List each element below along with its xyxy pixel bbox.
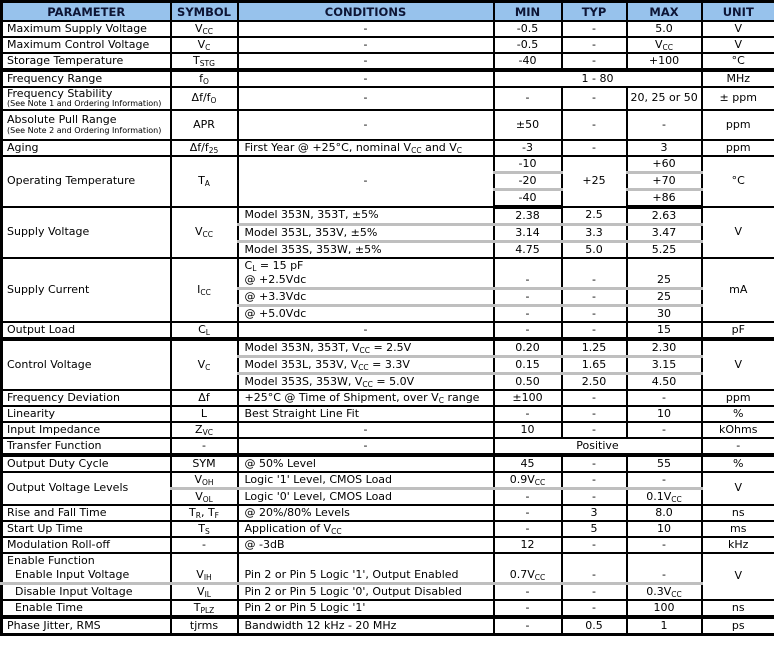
cell-unit: ppm [702,110,774,140]
cell-max: 15 [627,322,702,339]
table-row [2,617,774,635]
cell-min: -10 [494,156,562,173]
cell-cond: Bandwidth 12 kHz - 20 MHz [238,617,494,635]
cell-unit: °C [702,156,774,207]
cell-min: 10 [494,422,562,438]
cell-cond: Logic '1' Level, CMOS Load [238,472,494,489]
cell-min: 3.14 [494,224,562,241]
table-row [2,110,774,140]
spec-table-body [2,21,774,634]
cell-typ: - [562,273,627,289]
cell-typ: - [562,87,627,110]
cell-min: 0.50 [494,373,562,390]
cell-typ: - [562,390,627,406]
cell-max: 3 [627,140,702,156]
table-row [2,53,774,70]
column-header-typ: TYP [562,2,627,22]
cell-param: Storage Temperature [2,53,171,70]
cell-cond: - [238,422,494,438]
cell-min: -0.5 [494,21,562,37]
table-row [2,422,774,438]
cell-cond: Best Straight Line Fit [238,406,494,422]
cell-cond: - [238,37,494,53]
cell-typ: - [562,110,627,140]
table-row [2,553,774,568]
cell-typ: - [562,422,627,438]
cell-cond: @ +3.3Vdc [238,288,494,305]
cell-unit: V [702,472,774,505]
cell-cond: Model 353S, 353W, $V_{CC} = 5.0V$ [238,373,494,390]
cell-symbol: - [171,537,238,553]
cell-cond: - [238,110,494,140]
cell-param: Phase Jitter, RMS [2,617,171,635]
cell-max: 1 [627,617,702,635]
cell-min: 12 [494,537,562,553]
cell-typ: - [562,455,627,472]
column-header-conditions: CONDITIONS [238,2,494,22]
cell-unit: mA [702,258,774,322]
cell-min: - [494,583,562,600]
cell-min: -40 [494,189,562,207]
cell-max: +86 [627,189,702,207]
cell-min: 1 - 80 [494,70,702,87]
cell-max: 4.50 [627,373,702,390]
cell-param: Aging [2,140,171,156]
cell-max: 25 [627,273,702,289]
cell-unit: MHz [702,70,774,87]
cell-typ: +25 [562,156,627,207]
cell-cond: Model 353N, 353T, ±5% [238,207,494,225]
cell-cond: - [238,53,494,70]
table-row [2,472,774,489]
cell-typ: 3.3 [562,224,627,241]
cell-min: - [494,322,562,339]
cell-symbol: $T_{STG}$ [171,53,238,70]
cell-min: - [494,505,562,521]
cell-min: - [494,406,562,422]
cell-cond: Application of $V_{CC}$ [238,521,494,537]
cell-typ: 2.5 [562,207,627,225]
cell-cond: - [238,322,494,339]
cell-symbol: $V_{IL}$ [171,583,238,600]
cell-cond: Pin 2 or Pin 5 Logic '1' [238,600,494,617]
cell-symbol: APR [171,110,238,140]
cell-symbol: - [171,438,238,455]
cell-symbol: $T_S$ [171,521,238,537]
cell-symbol: $V_C$ [171,339,238,390]
table-row [2,322,774,339]
cell-unit: ppm [702,390,774,406]
cell-typ: - [562,21,627,37]
cell-typ: - [562,488,627,505]
cell-min: - [494,521,562,537]
cell-max: 2.30 [627,339,702,357]
cell-min: - [494,288,562,305]
cell-max: $0.1V_{CC}$ [627,488,702,505]
cell-typ: - [562,305,627,322]
cell-typ: 1.25 [562,339,627,357]
cell-typ: - [562,600,627,617]
cell-param: Modulation Roll-off [2,537,171,553]
cell-param: Supply Voltage [2,207,171,258]
cell-typ: 0.5 [562,617,627,635]
cell-param: Start Up Time [2,521,171,537]
cell-max: - [627,472,702,489]
cell-cond: Model 353L, 353V, $V_{CC} = 3.3V$ [238,356,494,373]
cell-param: Enable Function [2,553,171,568]
cell-min: -0.5 [494,37,562,53]
cell-min: - [494,273,562,289]
cell-param: Maximum Control Voltage [2,37,171,53]
cell-cond: Model 353L, 353V, ±5% [238,224,494,241]
cell-min: ±100 [494,390,562,406]
table-row [2,87,774,110]
cell-param: Control Voltage [2,339,171,390]
cell-max [627,553,702,568]
cell-param: Output Duty Cycle [2,455,171,472]
table-row [2,207,774,225]
table-row [2,406,774,422]
cell-unit: V [702,339,774,390]
cell-unit: ns [702,505,774,521]
cell-min: - [494,488,562,505]
cell-typ: - [562,406,627,422]
cell-max: 10 [627,406,702,422]
cell-param: Frequency Deviation [2,390,171,406]
cell-symbol: $V_{CC}$ [171,21,238,37]
cell-min: 4.75 [494,241,562,258]
cell-symbol: $V_{OL}$ [171,488,238,505]
table-row [2,70,774,87]
table-row [2,455,774,472]
cell-typ: 5.0 [562,241,627,258]
cell-cond: Pin 2 or Pin 5 Logic '0', Output Disabled [238,583,494,600]
cell-max: +60 [627,156,702,173]
cell-max: 2.63 [627,207,702,225]
cell-typ: 2.50 [562,373,627,390]
cell-max: +100 [627,53,702,70]
cell-min: -40 [494,53,562,70]
column-header-parameter: PARAMETER [2,2,171,22]
cell-param: Linearity [2,406,171,422]
cell-min: -3 [494,140,562,156]
cell-unit: ns [702,600,774,617]
table-row [2,438,774,455]
cell-typ: - [562,568,627,584]
cell-unit: - [702,438,774,455]
column-header-unit: UNIT [702,2,774,22]
cell-typ: - [562,472,627,489]
cell-max: 5.25 [627,241,702,258]
cell-param: Frequency Stability (See Note 1 and Ordering Information) [2,87,171,110]
cell-max: 25 [627,288,702,305]
cell-symbol: $f_O$ [171,70,238,87]
cell-param: Disable Input Voltage [2,583,171,600]
cell-unit: % [702,455,774,472]
cell-param: Enable Time [2,600,171,617]
table-row [2,583,774,600]
cell-param: Input Impedance [2,422,171,438]
cell-symbol: $V_{OH}$ [171,472,238,489]
cell-param: Absolute Pull Range (See Note 2 and Ordering Information) [2,110,171,140]
cell-max: 55 [627,455,702,472]
cell-param: Enable Input Voltage [2,568,171,584]
cell-min: - [494,600,562,617]
cell-param: Operating Temperature [2,156,171,207]
cell-symbol: L [171,406,238,422]
table-row [2,600,774,617]
cell-cond: Pin 2 or Pin 5 Logic '1', Output Enabled [238,568,494,584]
cell-param: Maximum Supply Voltage [2,21,171,37]
cell-symbol: $T_A$ [171,156,238,207]
cell-typ: - [562,140,627,156]
cell-max: 5.0 [627,21,702,37]
cell-typ: - [562,37,627,53]
cell-symbol: $V_{CC}$ [171,207,238,258]
cell-max: 3.15 [627,356,702,373]
table-row [2,390,774,406]
cell-symbol: $Z_{VC}$ [171,422,238,438]
cell-max: +70 [627,172,702,189]
cell-typ: 5 [562,521,627,537]
cell-typ: - [562,537,627,553]
column-header-max: MAX [627,2,702,22]
cell-max: - [627,422,702,438]
cell-unit: V [702,37,774,53]
column-header-symbol: SYMBOL [171,2,238,22]
cell-min: $0.9V_{CC}$ [494,472,562,489]
cell-symbol: Δf [171,390,238,406]
cell-max: 10 [627,521,702,537]
cell-symbol: tjrms [171,617,238,635]
table-row [2,505,774,521]
cell-symbol [171,553,238,568]
column-header-min: MIN [494,2,562,22]
spec-table-header [2,2,774,22]
cell-max: - [627,568,702,584]
cell-unit: kOhms [702,422,774,438]
cell-min: 0.20 [494,339,562,357]
cell-param: Output Voltage Levels [2,472,171,505]
cell-param: Frequency Range [2,70,171,87]
table-row [2,258,774,273]
cell-max: 20, 25 or 50 [627,87,702,110]
cell-unit: kHz [702,537,774,553]
cell-param: Output Load [2,322,171,339]
cell-cond: @ +5.0Vdc [238,305,494,322]
table-row [2,339,774,357]
cell-typ [562,553,627,568]
cell-unit: pF [702,322,774,339]
cell-typ: - [562,288,627,305]
cell-typ [562,258,627,273]
cell-cond: @ +2.5Vdc [238,273,494,289]
cell-param: Transfer Function [2,438,171,455]
cell-cond: - [238,438,494,455]
cell-cond: @ 20%/80% Levels [238,505,494,521]
cell-symbol: $T_R$, $T_F$ [171,505,238,521]
cell-cond: @ 50% Level [238,455,494,472]
cell-symbol: $V_{IH}$ [171,568,238,584]
cell-max: 3.47 [627,224,702,241]
cell-max: 30 [627,305,702,322]
cell-symbol: $C_L$ [171,322,238,339]
cell-min: - [494,617,562,635]
parameter-note: (See Note 1 and Ordering Information) [7,99,162,109]
cell-unit: ps [702,617,774,635]
cell-max: 8.0 [627,505,702,521]
cell-max: - [627,537,702,553]
cell-cond [238,553,494,568]
cell-typ: - [562,322,627,339]
cell-symbol: SYM [171,455,238,472]
table-row [2,568,774,584]
cell-min: 0.15 [494,356,562,373]
cell-unit: % [702,406,774,422]
cell-min: - [494,87,562,110]
cell-symbol: $V_C$ [171,37,238,53]
cell-symbol: $I_{CC}$ [171,258,238,322]
table-row [2,156,774,173]
cell-max: - [627,110,702,140]
cell-max: 100 [627,600,702,617]
cell-min: - [494,305,562,322]
cell-cond: Model 353S, 353W, ±5% [238,241,494,258]
cell-cond: - [238,70,494,87]
cell-min [494,258,562,273]
cell-min: -20 [494,172,562,189]
cell-symbol: $\Delta f/f_O$ [171,87,238,110]
cell-cond: +25°C @ Time of Shipment, over $V_C$ range [238,390,494,406]
table-row [2,140,774,156]
cell-unit: °C [702,53,774,70]
cell-typ: - [562,53,627,70]
header-row [2,2,774,22]
cell-unit: ± ppm [702,87,774,110]
cell-param: Rise and Fall Time [2,505,171,521]
cell-max: - [627,390,702,406]
table-row [2,521,774,537]
cell-unit: ppm [702,140,774,156]
cell-unit: V [702,207,774,258]
cell-typ: 1.65 [562,356,627,373]
cell-cond: - [238,156,494,207]
cell-symbol: $T_{PLZ}$ [171,600,238,617]
cell-typ: - [562,583,627,600]
cell-cond: @ -3dB [238,537,494,553]
table-row [2,37,774,53]
cell-max: $0.3V_{CC}$ [627,583,702,600]
parameter-note: (See Note 2 and Ordering Information) [7,125,162,135]
cell-cond: First Year @ +25°C, nominal $V_{CC}$ and $V_C$ [238,140,494,156]
cell-param: Supply Current [2,258,171,322]
cell-symbol: $\Delta f/f_{25}$ [171,140,238,156]
cell-unit: V [702,553,774,600]
cell-min: 2.38 [494,207,562,225]
cell-cond: Logic '0' Level, CMOS Load [238,488,494,505]
cell-cond: - [238,87,494,110]
cell-unit: V [702,21,774,37]
cell-max: $V_{CC}$ [627,37,702,53]
cell-cond: $C_L = 15$ pF [238,258,494,273]
cell-cond: - [238,21,494,37]
cell-min: ±50 [494,110,562,140]
cell-cond: Model 353N, 353T, $V_{CC} = 2.5V$ [238,339,494,357]
cell-min: Positive [494,438,702,455]
cell-max [627,258,702,273]
table-row [2,537,774,553]
cell-unit: ms [702,521,774,537]
table-row [2,21,774,37]
cell-typ: 3 [562,505,627,521]
cell-min: $0.7V_{CC}$ [494,568,562,584]
cell-min: 45 [494,455,562,472]
cell-min [494,553,562,568]
